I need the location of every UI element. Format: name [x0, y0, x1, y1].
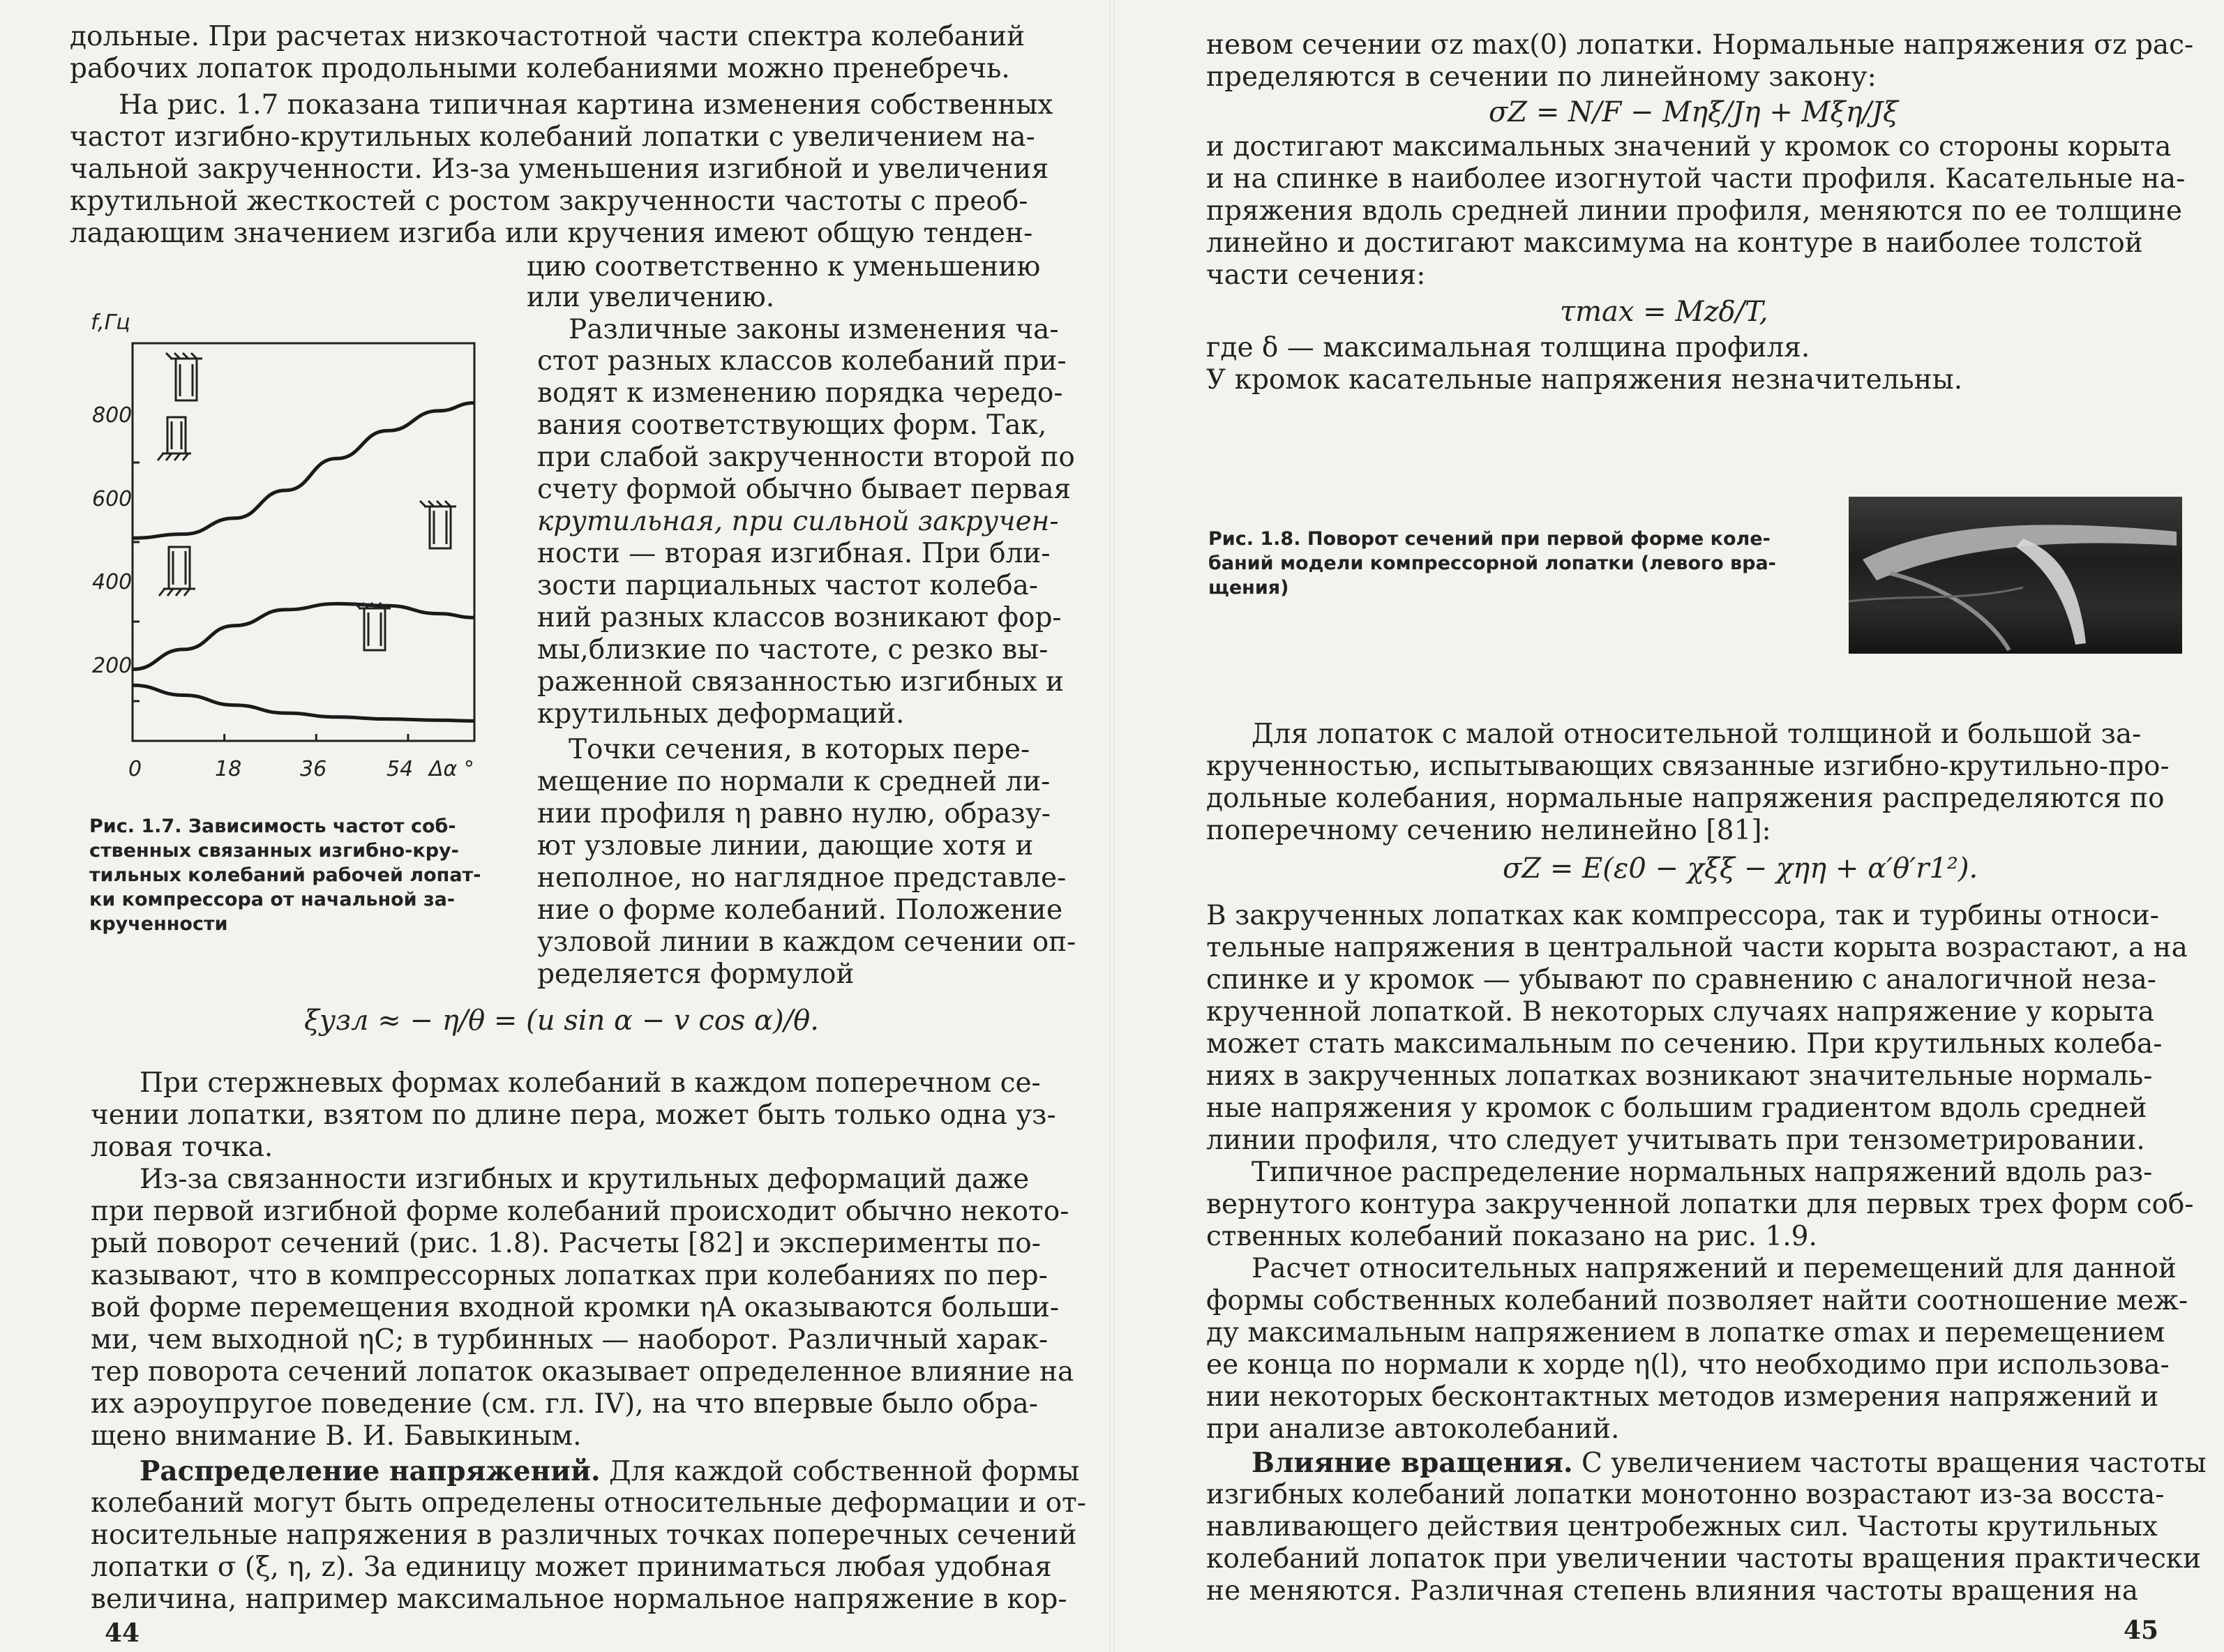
blade-mode-icon	[158, 417, 191, 460]
text-line: Различные законы изменения ча-	[569, 314, 1059, 345]
text-line: колебаний могут быть определены относительные деформации и от-	[91, 1487, 1086, 1519]
text-line: крутильной жесткостей с ростом закрученности частоты с преоб-	[70, 186, 1028, 217]
text-line: цию соответственно к уменьшению	[527, 251, 1041, 283]
text-line: ми, чем выходной ηC; в турбинных — наоборот. Различный харак-	[91, 1324, 1049, 1356]
text-line: и на спинке в наиболее изогнутой части профиля. Касательные на-	[1206, 163, 2186, 195]
text-line: ние о форме колебаний. Положение	[537, 894, 1063, 926]
plot-area	[133, 343, 474, 741]
text-line: ниях в закрученных лопатках возникают значительные нормаль-	[1206, 1060, 2153, 1092]
text-line: ют узловые линии, дающие хотя и	[537, 830, 1034, 862]
text-line: ловая точка.	[91, 1132, 273, 1163]
text-line: может стать максимальным по сечению. При крутильных колеба-	[1206, 1028, 2163, 1060]
text-line: изгибных колебаний лопатки монотонно возрастают из-за восста-	[1206, 1479, 2165, 1510]
formula: ξузл ≈ − η/θ = (u sin α − v cos α)/θ.	[304, 1005, 819, 1037]
text-line: при анализе автоколебаний.	[1206, 1413, 1620, 1445]
blade-mode-icon	[420, 501, 456, 548]
blade-mode-icons	[158, 353, 456, 650]
text-line: мы,близкие по частоте, с резко вы-	[537, 634, 1049, 666]
blade-mode-icon	[166, 353, 202, 400]
text-line: пределяются в сечении по линейному закону:	[1206, 61, 1877, 93]
x-tick-label: 54	[386, 757, 414, 781]
text-line: казывают, что в компрессорных лопатках при колебаниях по пер-	[91, 1260, 1048, 1291]
x-axis-label: Δα °	[429, 757, 474, 781]
figure-caption: Рис. 1.8. Поворот сечений при первой форме коле-	[1208, 528, 1771, 550]
text-line: вой форме перемещения входной кромки ηA оказываются больши-	[91, 1292, 1060, 1323]
text-line: дольные. При расчетах низкочастотной части спектра колебаний	[70, 21, 1025, 52]
text-line: линии профиля, что следует учитывать при тензометрировании.	[1206, 1125, 2145, 1156]
text-line: чальной закрученности. Из-за уменьшения изгибной и увеличения	[70, 153, 1049, 185]
page-number: 45	[2124, 1616, 2159, 1645]
text-line: величина, например максимальное нормальное напряжение в кор-	[91, 1584, 1067, 1615]
text-line: счету формой обычно бывает первая	[537, 474, 1072, 505]
series-line-lower	[133, 685, 474, 721]
text-line: ду максимальным напряжением в лопатке σmax и перемещением	[1206, 1317, 2165, 1349]
y-tick-label: 600	[92, 487, 133, 511]
text-line: крутильная, при сильной закручен-	[537, 506, 1059, 537]
formula: τmax = Mzδ/T,	[1560, 296, 1768, 328]
x-tick-label: 18	[215, 757, 242, 781]
text-line: неполное, но наглядное представле-	[537, 862, 1067, 894]
text-line: Типичное распределение нормальных напряжений вдоль раз-	[1252, 1157, 2153, 1188]
figure-caption: ственных связанных изгибно-кру-	[89, 840, 459, 862]
text-line: стот разных классов колебаний при-	[537, 345, 1067, 377]
text-line: С увеличением частоты вращения частоты	[1581, 1448, 2207, 1479]
series-line-middle	[133, 603, 474, 669]
figure-caption: крученности	[89, 913, 228, 935]
blade-mode-icon	[354, 603, 391, 650]
text-line: У кромок касательные напряжения незначительны.	[1206, 364, 1963, 396]
text-line: вернутого контура закрученной лопатки для первых трех форм соб-	[1206, 1189, 2194, 1220]
text-line: мещение по нормали к средней ли-	[537, 766, 1051, 797]
text-line: рый поворот сечений (рис. 1.8). Расчеты [82] и эксперименты по-	[91, 1228, 1041, 1259]
page-number: 44	[105, 1619, 140, 1648]
text-line: В закрученных лопатках как компрессора, так и турбины относи-	[1206, 900, 2159, 931]
text-line: Для каждой собственной формы	[608, 1456, 1080, 1487]
text-line: тер поворота сечений лопаток оказывает определенное влияние на	[91, 1356, 1074, 1388]
text-line: ности — вторая изгибная. При бли-	[537, 538, 1051, 569]
text-line: Из-за связанности изгибных и крутильных деформаций даже	[140, 1164, 1030, 1195]
y-axis-label: f,Гц	[91, 310, 130, 335]
text-line: рабочих лопаток продольными колебаниями можно пренебречь.	[70, 53, 1010, 84]
text-line: невом сечении σz max(0) лопатки. Нормальные напряжения σz рас-	[1206, 29, 2194, 61]
figure-caption: тильных колебаний рабочей лопат-	[89, 864, 481, 886]
text-line: где δ — максимальная толщина профиля.	[1206, 332, 1810, 363]
text-line: крутильных деформаций.	[537, 698, 905, 730]
section-heading: Распределение напряжений.	[140, 1455, 601, 1487]
x-tick-label: 0	[128, 757, 142, 781]
y-tick-label: 200	[92, 654, 133, 678]
figure-caption: щения)	[1208, 577, 1289, 599]
text-line: узловой линии в каждом сечении оп-	[537, 926, 1076, 958]
text-line: зости парциальных частот колеба-	[537, 570, 1039, 601]
text-line: части сечения:	[1206, 260, 1426, 291]
text-line: Расчет относительных напряжений и перемещений для данной	[1252, 1253, 2177, 1284]
blade-photo-graphic	[1849, 497, 2182, 654]
text-line: колебаний лопаток при увеличении частоты вращения практически	[1206, 1543, 2202, 1575]
text-line: при первой изгибной форме колебаний происходит обычно некото-	[91, 1196, 1069, 1227]
figure-caption: ки компрессора от начальной за-	[89, 889, 456, 910]
formula: σZ = E(ε0 − χξξ − χηη + α′θ′r1²).	[1503, 853, 1978, 885]
text-line: поперечному сечению нелинейно [81]:	[1206, 815, 1771, 846]
text-line: и достигают максимальных значений у кромок со стороны корыта	[1206, 131, 2172, 163]
section-paragraph-start	[1252, 1447, 2207, 1480]
frequency-chart	[56, 301, 509, 790]
text-line: ственных колебаний показано на рис. 1.9.	[1206, 1221, 1817, 1252]
text-line: их аэроупругое поведение (см. гл. IV), на что впервые было обра-	[91, 1388, 1038, 1420]
text-line: дольные колебания, нормальные напряжения распределяются по	[1206, 783, 2165, 814]
text-line: не меняются. Различная степень влияния частоты вращения на	[1206, 1575, 2139, 1607]
figure-caption: Рис. 1.7. Зависимость частот соб-	[89, 816, 456, 837]
text-line: Для лопаток с малой относительной толщиной и большой за-	[1252, 719, 2142, 750]
figure-caption: баний модели компрессорной лопатки (левого вра-	[1208, 553, 1776, 574]
text-line: ладающим значением изгиба или кручения имеют общую тенден-	[70, 218, 1033, 249]
text-line: навливающего действия центробежных сил. Частоты крутильных	[1206, 1511, 2158, 1542]
section-heading: Влияние вращения.	[1252, 1447, 1573, 1479]
text-line: крученной лопаткой. В некоторых случаях напряжение у корыта	[1206, 996, 2155, 1028]
text-line: спинке и у кромок — убывают по сравнению с аналогичной неза-	[1206, 964, 2156, 996]
text-line: Точки сечения, в которых пере-	[569, 734, 1030, 765]
text-line: или увеличению.	[527, 282, 775, 313]
series-line-upper	[133, 403, 474, 539]
blade-mode-icon	[159, 547, 195, 596]
blade-photo	[1849, 497, 2182, 654]
text-line: ные напряжения у кромок с большим градиентом вдоль средней	[1206, 1092, 2147, 1124]
text-line: При стержневых формах колебаний в каждом поперечном се-	[140, 1067, 1041, 1099]
text-line: ределяется формулой	[537, 959, 855, 990]
text-line: линейно и достигают максимума на контуре в наиболее толстой	[1206, 227, 2143, 259]
chart-series	[133, 403, 474, 721]
text-line: вания соответствующих форм. Так,	[537, 410, 1047, 441]
text-line: ее конца по нормали к хорде η(l), что необходимо при использова-	[1206, 1349, 2170, 1381]
chart-frame	[133, 343, 474, 741]
text-line: крученностью, испытывающих связанные изгибно-крутильно-про-	[1206, 751, 2170, 782]
text-line: формы собственных колебаний позволяет найти соотношение меж-	[1206, 1285, 2188, 1316]
text-line: лопатки σ (ξ, η, z). За единицу может приниматься любая удобная	[91, 1552, 1052, 1583]
x-tick-label: 36	[300, 757, 327, 781]
text-line: тельные напряжения в центральной части корыта возрастают, а на	[1206, 932, 2188, 963]
y-tick-label: 800	[92, 403, 133, 428]
text-line: частот изгибно-крутильных колебаний лопатки с увеличением на-	[70, 121, 1035, 153]
text-line: пряжения вдоль средней линии профиля, меняются по ее толщине	[1206, 195, 2182, 227]
y-tick-label: 400	[92, 570, 133, 594]
text-line: чении лопатки, взятом по длине пера, может быть только одна уз-	[91, 1099, 1056, 1131]
text-line: ний разных классов возникают фор-	[537, 602, 1062, 633]
section-paragraph-start	[140, 1455, 1079, 1488]
formula: σZ = N/F − Mηξ/Jη + Mξη/Jξ	[1489, 96, 1899, 128]
right-page	[1112, 0, 2224, 1652]
text-line: при слабой закрученности второй по	[537, 442, 1075, 473]
text-line: щено внимание В. И. Бавыкиным.	[91, 1420, 582, 1452]
text-line: На рис. 1.7 показана типичная картина изменения собственных	[119, 89, 1053, 121]
text-line: носительные напряжения в различных точках поперечных сечений	[91, 1519, 1077, 1551]
text-line: раженной связанностью изгибных и	[537, 666, 1065, 698]
text-line: нии профиля η равно нулю, образу-	[537, 798, 1051, 829]
text-line: нии некоторых бесконтактных методов измерения напряжений и	[1206, 1381, 2159, 1413]
text-line: водят к изменению порядка чередо-	[537, 377, 1063, 409]
